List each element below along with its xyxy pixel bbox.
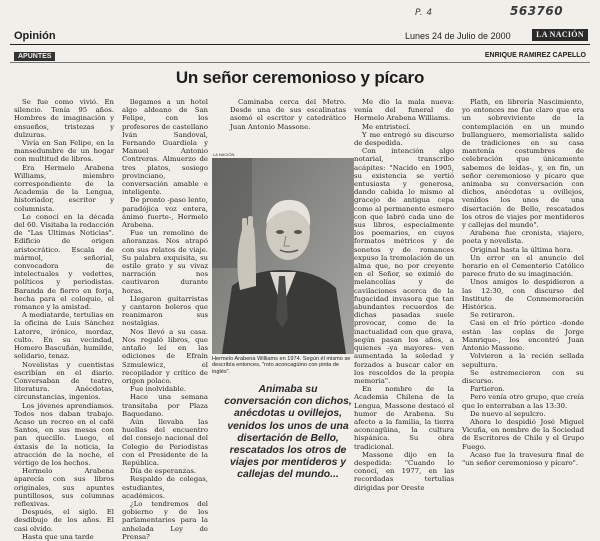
article-paragraph: Con intención algo notarial, transcribo acápites: "Nacido en 1905, su existencia se vertió entusiasta y generosa, dando cabida lo mismo al gracejo de antigua cepa como al permanente esmero con que labró cada uno de sus libros, especialmente los poemarios, en cuyos formatos métricos y de sonetos y de romances expuso la tremolación de un alma que, no por creyente en el Señor, se eximió de melancolías y de cavilaciones acerca de la fugacidad invasora que tan abundantes recuerdos de dichas pasadas suele provocar, como de la inactualidad con que grava, según pasan los años, a quienes -ya mayores- ven aumentada la soledad y forzados a buscar calor en los rescoldos de la propia memoria". bbox=[354, 147, 454, 385]
article-paragraph: En nombre de la Academia Chilena de la Lengua, Massone destacó el humor de Arabena. Su afecto a la familia, la tierra aconcagüina, la cultura hispánica. Su obra tradicional. bbox=[354, 385, 454, 451]
article-paragraph: Original hasta la última hora. bbox=[470, 245, 573, 254]
article-paragraph: Me dio la mala nueva: venía del funeral de Hermelo Arabena Williams. bbox=[354, 98, 454, 123]
article-paragraph: Massone dijo en la despedida: "Cuando lo conocí, en 1977, en las recordadas tertulias dirigidas por Oreste bbox=[354, 450, 454, 492]
article-paragraph: Partieron. bbox=[470, 385, 505, 394]
article-column-4 bbox=[354, 98, 454, 492]
handwritten-archive-code: 563760 bbox=[510, 4, 564, 18]
article-paragraph: Casi en el frío pórtico -donde están las coplas de Jorge Manrique-, los encontró Juan Antonio Massone. bbox=[462, 319, 584, 353]
article-paragraph: Hasta que una tarde bbox=[22, 532, 94, 541]
column-tag: APUNTES bbox=[14, 52, 55, 61]
article-paragraph: Respaldo de colegas, estudiantes, académicos. bbox=[122, 475, 208, 500]
article-paragraph: Acaso fue la travesura final de "un señor ceremonioso y pícaro". bbox=[462, 450, 584, 467]
article-paragraph: Hermelo Arabena aparecía con sus libros originales, sus apuntes puntillosos, sus columnas reflexivas. bbox=[14, 467, 114, 508]
article-paragraph: Volvieron a la recién sellada sepultura. bbox=[462, 352, 584, 369]
article-column-1 bbox=[14, 98, 114, 541]
article-paragraph: De pronto -paso lento, paradójica voz entera, ánimo fuerte-, Hermelo Arabena. bbox=[122, 196, 208, 230]
article-paragraph: Lo conocí en la década del 60. Visitaba la redacción de "Las Ultimas Noticias". Edificio de origen aristocrático. Escala de mármol, señorial, convocadora de intelectuales y vedettes, políticos y periodistas. Baranda de fierro en forja, hecha para el coloquio, el romance y la amistad. bbox=[14, 212, 114, 312]
article-paragraph: De nuevo al sepulcro. bbox=[470, 409, 546, 418]
article-paragraph: Era Hermelo Arabena Williams, miembro correspondiente de la Academia de la Lengua, historiador, escritor y columnista. bbox=[14, 163, 114, 213]
article-paragraph: Arabena fue cronista, viajero, poeta y novelista. bbox=[462, 229, 584, 246]
publication-date: Lunes 24 de Julio de 2000 bbox=[405, 31, 511, 41]
article-paragraph: Se fue como vivió. En silencio. Tenía 95 años. Hombres de imaginación y ensueños, tristezas y dulzuras. bbox=[14, 98, 114, 139]
article-paragraph: Novelistas y cuentistas escribían en el diario. Conversaban de teatro, literatura. Anécdotas, circunstancias, ingenios. bbox=[14, 360, 114, 402]
article-paragraph: Caminaba cerca del Metro. Desde una de sus escalinatas asomó el escritor y catedrático Juan Antonio Massone. bbox=[230, 98, 346, 131]
article-paragraph: A mediatarde, tertulias en la oficina de Luis Sánchez Latorre, irónico, mordaz, culto. En su vecindad, Homero Bascuñán, humilde, solidario, tenaz. bbox=[14, 311, 114, 361]
article-paragraph: llegamos a un hotel algo aldeano de San Felipe, con los profesores de castellano Iván Sandoval, Fernando Guardiola y Manuel Antonio Contreras. Almuerzo de tres platos, sosiego provinciano, conversación amable e inteligente. bbox=[122, 98, 208, 197]
masthead bbox=[10, 30, 590, 45]
author-byline: ENRIQUE RAMIREZ CAPELLO bbox=[484, 52, 586, 59]
article-paragraph: Me entristecí. bbox=[362, 122, 411, 131]
article-paragraph: Hace una semana transitaba por Plaza Baquedano. bbox=[122, 393, 208, 418]
article-paragraph: Fue inolvidable. bbox=[130, 385, 186, 394]
portrait-photo bbox=[212, 158, 354, 354]
article-column-3 bbox=[230, 98, 346, 131]
article-paragraph: Se retiraron. bbox=[470, 311, 515, 320]
article-paragraph: Ahora lo despidió José Miguel Vicuña, en nombre de la Sociedad de Escritores de Chile y el Grupo Fuego. bbox=[462, 417, 584, 451]
photo-credit: LA NACIÓN bbox=[213, 152, 235, 157]
article-headline: Un señor ceremonioso y pícaro bbox=[175, 68, 425, 87]
photo-caption: Hermelo Arabena Williams en 1974. Según él mismo se describía entonces, "roto aconcagüino con pinta de inglés". bbox=[212, 356, 351, 375]
article-paragraph: Aún llevaba las huellas del encuentro del consejo nacional del Colegio de Periodistas con el Presidente de la República. bbox=[122, 417, 208, 467]
subhead-bar bbox=[10, 52, 590, 63]
article-paragraph: Un error en el anuncio del horario en el Cementerio Católico parece fruto de su imaginación. bbox=[462, 253, 584, 279]
portrait-illustration bbox=[212, 158, 354, 354]
article-paragraph: Vivía en San Felipe, en la mansedumbre de un hogar con multitud de libros. bbox=[14, 139, 114, 164]
article-paragraph: Día de esperanzas. bbox=[130, 467, 197, 476]
article-paragraph: Unos amigos lo despidieron a las 12:30, con discurso del Instituto de Conmemoración Histórica. bbox=[462, 278, 584, 312]
article-paragraph: Y me entregó su discurso de despedida. bbox=[354, 130, 454, 148]
article-paragraph: ¿Lo tendremos del gobierno y de los parlamentarios para la anhelada Ley de Prensa? bbox=[122, 499, 208, 541]
pull-quote: Animaba su conversación con dichos, anécdotas u ovillejos, venidos los unos de una disertación de Bello, rescatados los otros de viajes por mentideros y callejas del mundo... bbox=[224, 384, 352, 481]
article-paragraph: Se estremecieron con su discurso. bbox=[462, 368, 584, 385]
section-name: Opinión bbox=[14, 30, 56, 42]
article-column-5 bbox=[462, 98, 584, 467]
article-paragraph: Nos llevó a su casa. Nos regaló libros, que antaño leí en las ediciones de Efraín Szmulewicz, el recopilador y crítico de origen polaco. bbox=[122, 327, 208, 385]
article-paragraph: Pero venía otro grupo, que creía que lo enterraban a las 13:30. bbox=[462, 393, 584, 410]
newspaper-logo: LA NACIÓN bbox=[532, 29, 588, 41]
article-paragraph: Fue un remolino de añoranzas. Nos atrapó con sus relatos de viaje. Su palabra exquisita, su estilo grato y su vivaz narración nos cautivaron durante horas. bbox=[122, 229, 208, 295]
handwritten-page-note: P. 4 bbox=[415, 8, 433, 18]
article-paragraph: Los jóvenes aprendíamos. Todos nos daban trabajo. Acaso un recreo en el café Santos, en sus mesas con pan quecillo. Luego, el éxtasis de la noticia, la atracción de la noche, el vértigo de los hechos. bbox=[14, 401, 114, 467]
article-paragraph: Después, el siglo. El desdibujo de los años. El casi olvido. bbox=[14, 508, 114, 533]
article-paragraph: Llegaron guitarristas y cantaron boleros que reanimaron sus nostalgias. bbox=[122, 294, 208, 328]
article-column-2 bbox=[122, 98, 208, 541]
article-paragraph: Plath, en librería Nascimiento, yo entonces me fue claro que era un sobreviviente de la contemplación en un mundo bullanguero, memorialista salido de tradiciones en su casa mantenía costumbres de celebración que únicamente sabemos de leídas-, y, en fin, un señor ceremonioso y pícaro que animaba su conversación con dichos, anécdotas u ovillejos, venidos los unos de una disertación de Bello, rescatados los otros de viajes por mentideros y callejas del mundo". bbox=[462, 98, 584, 230]
